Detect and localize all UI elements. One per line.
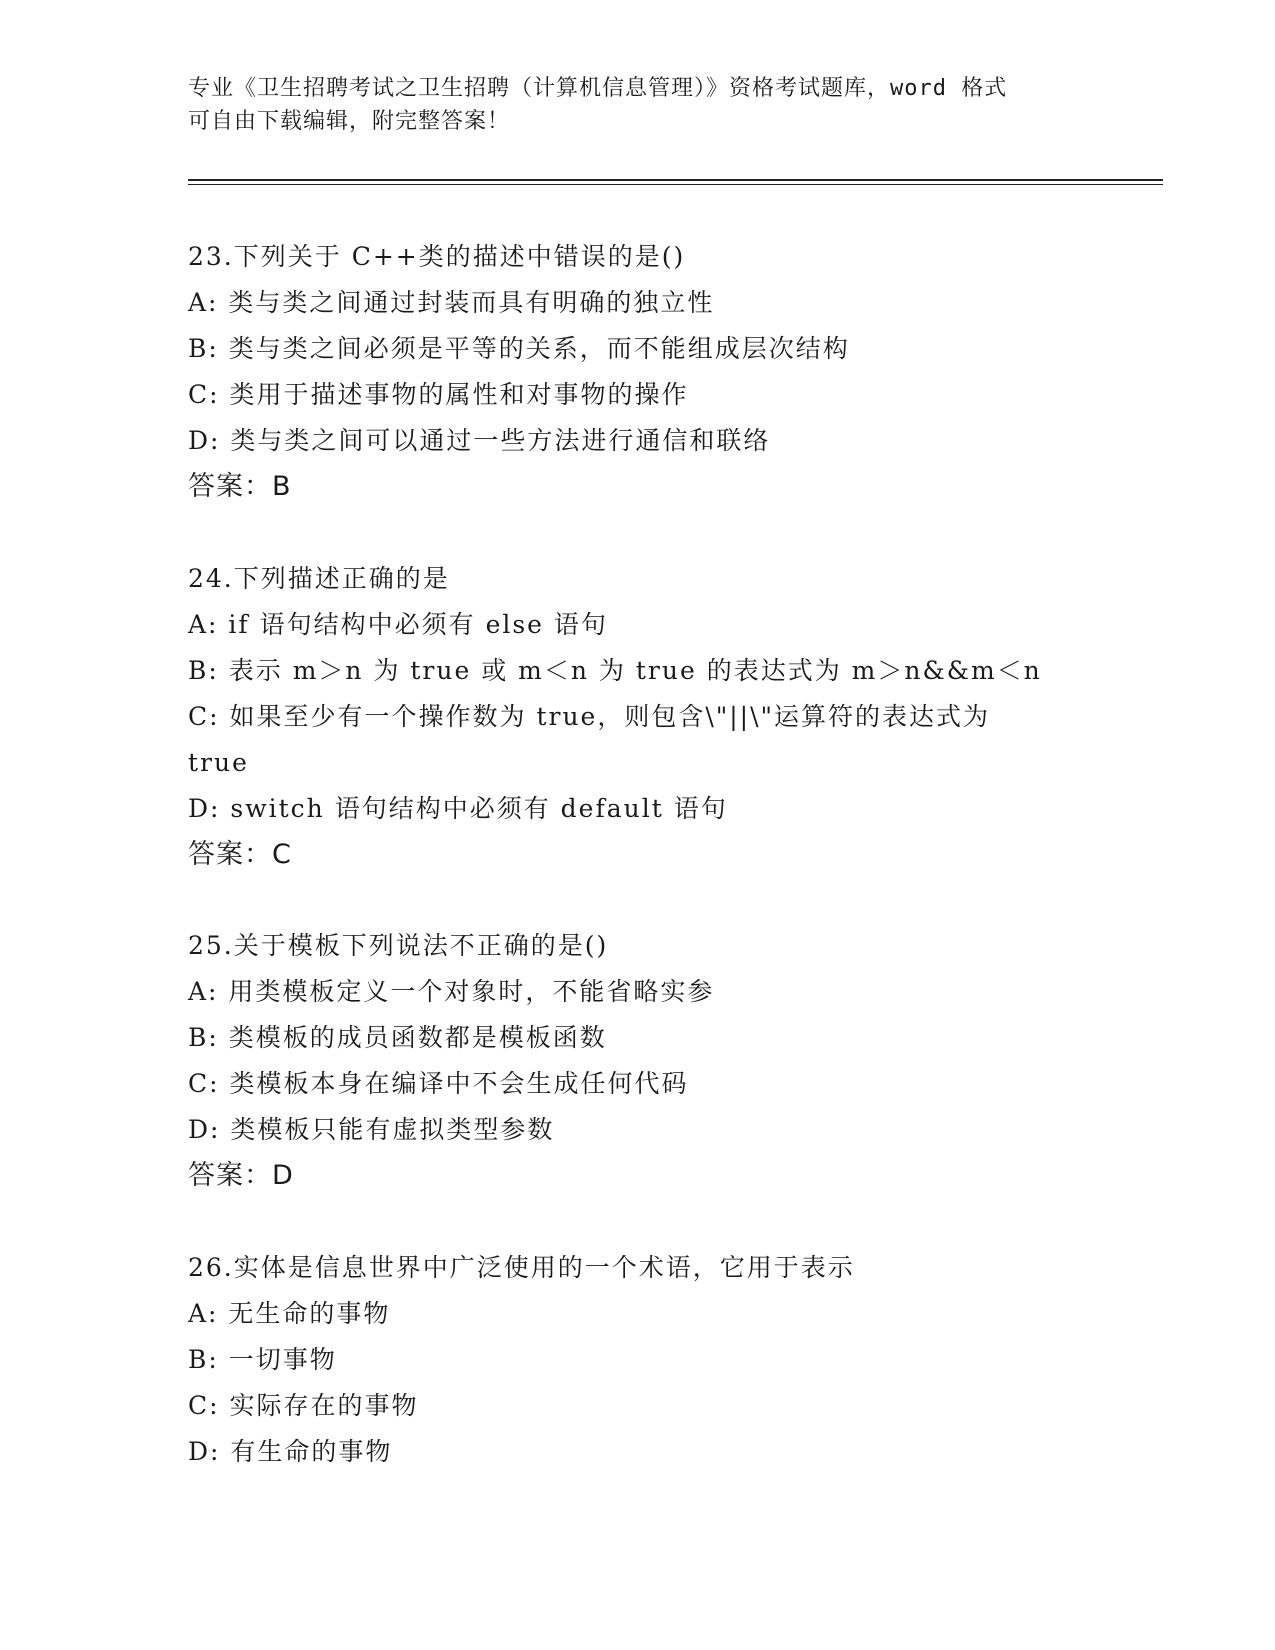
document-header-note (188, 72, 1088, 138)
header-divider-thin (188, 184, 1163, 185)
header-line-1: 专业《卫生招聘考试之卫生招聘（计算机信息管理）》资格考试题库，word 格式 (188, 76, 1008, 101)
option-d: D: 类与类之间可以通过一些方法进行通信和联络 (188, 426, 771, 455)
option-b: B: 类与类之间必须是平等的关系，而不能组成层次结构 (188, 334, 850, 363)
header-divider-thick (188, 179, 1163, 181)
question-stem: 24.下列描述正确的是 (188, 564, 450, 593)
header-line-2: 可自由下载编辑，附完整答案！ (188, 109, 511, 134)
answer-line: 答案：B (188, 471, 292, 502)
option-d: D: 类模板只能有虚拟类型参数 (188, 1115, 555, 1144)
answer-line: 答案：C (188, 839, 292, 870)
option-c-continuation: true (188, 748, 249, 777)
question-25 (188, 923, 1088, 1199)
question-24 (188, 556, 1088, 878)
option-b: B: 一切事物 (188, 1345, 337, 1374)
option-a: A: if 语句结构中必须有 else 语句 (188, 610, 608, 639)
option-a: A: 类与类之间通过封装而具有明确的独立性 (188, 288, 715, 317)
question-26 (188, 1245, 1088, 1475)
option-c: C: 实际存在的事物 (188, 1391, 419, 1420)
option-c: C: 如果至少有一个操作数为 true，则包含\"||\"运算符的表达式为 (188, 702, 991, 731)
option-b: B: 类模板的成员函数都是模板函数 (188, 1023, 607, 1052)
option-d: D: 有生命的事物 (188, 1437, 393, 1466)
option-a: A: 用类模板定义一个对象时，不能省略实参 (188, 977, 715, 1006)
option-d: D: switch 语句结构中必须有 default 语句 (188, 794, 728, 823)
question-stem: 23.下列关于 C++类的描述中错误的是() (188, 242, 686, 271)
question-stem: 26.实体是信息世界中广泛使用的一个术语，它用于表示 (188, 1253, 855, 1282)
option-c: C: 类用于描述事物的属性和对事物的操作 (188, 380, 689, 409)
question-stem: 25.关于模板下列说法不正确的是() (188, 931, 609, 960)
option-b: B: 表示 m＞n 为 true 或 m＜n 为 true 的表达式为 m＞n&&m＜n (188, 656, 1042, 685)
option-c: C: 类模板本身在编译中不会生成任何代码 (188, 1069, 689, 1098)
option-a: A: 无生命的事物 (188, 1299, 391, 1328)
question-23 (188, 234, 1088, 510)
answer-line: 答案：D (188, 1160, 294, 1191)
